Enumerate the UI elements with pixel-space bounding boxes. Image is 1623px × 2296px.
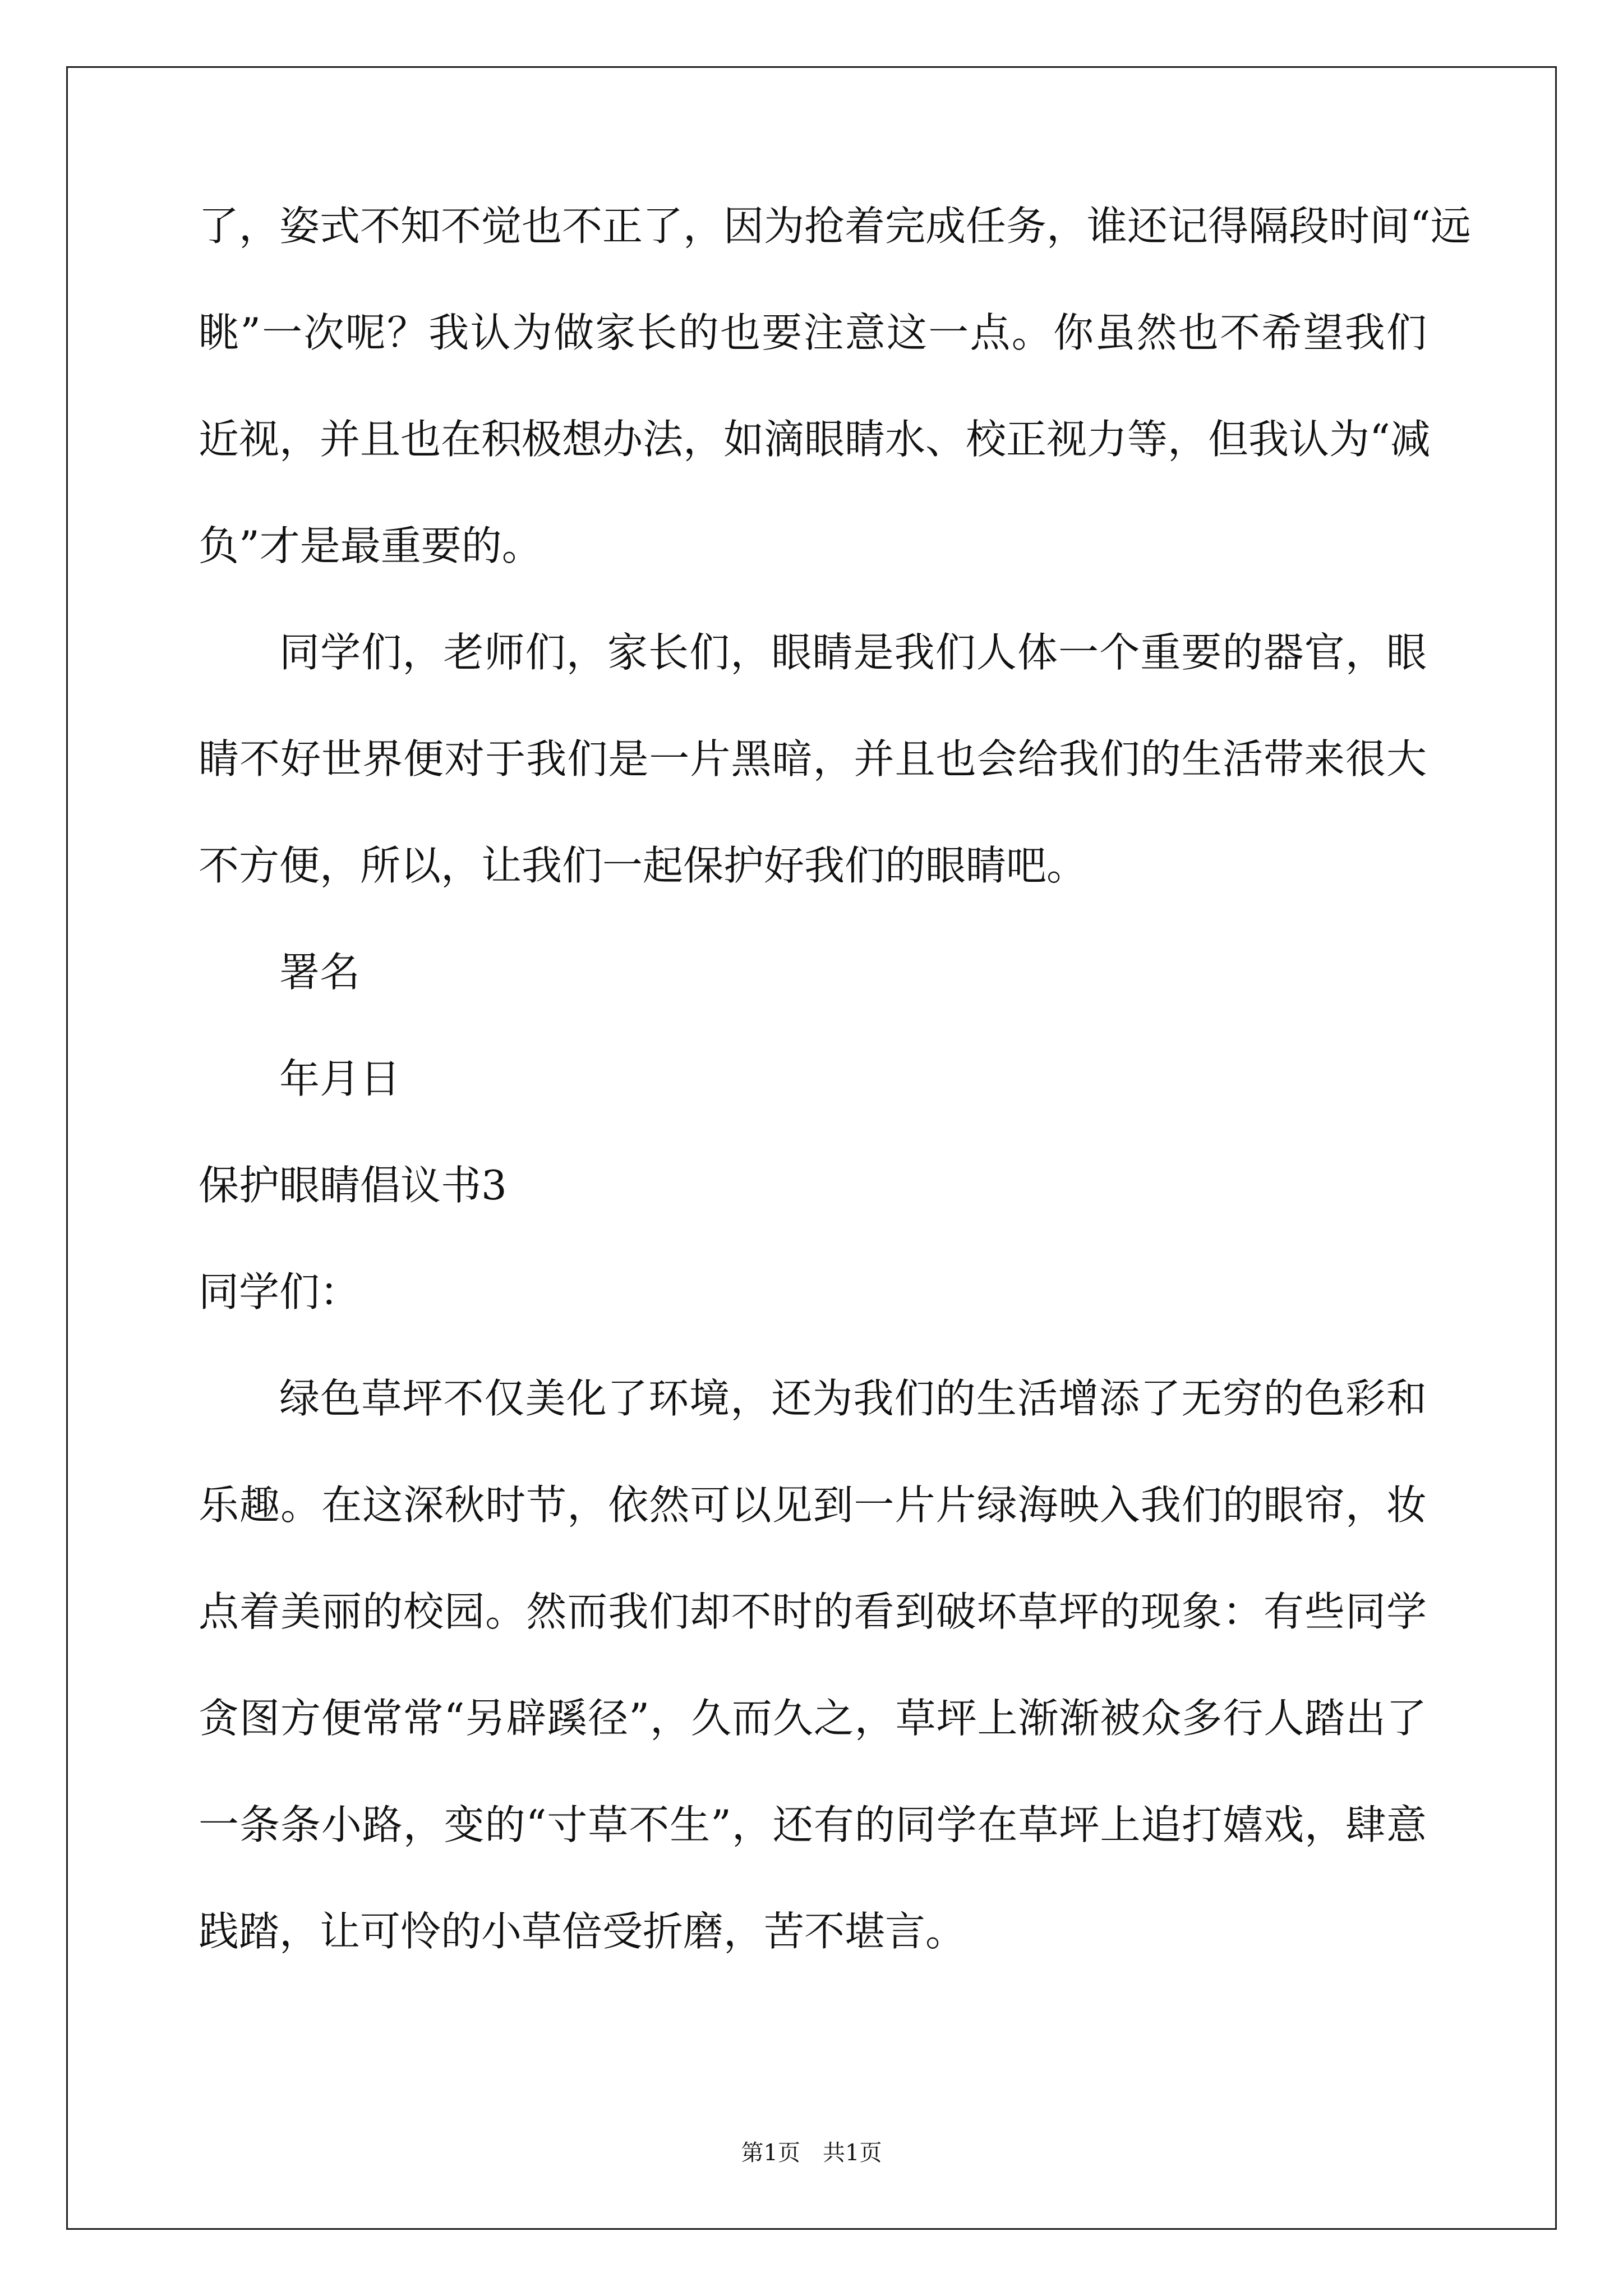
text-line: 近视，并且也在积极想办法，如滴眼睛水、校正视力等，但我认为“减 <box>199 416 1431 463</box>
page-footer: 第1页 共1页 <box>741 2140 882 2166</box>
text-line: 贪图方便常常“另辟蹊径”，久而久之，草坪上渐渐被众多行人踏出了 <box>199 1695 1427 1742</box>
text-line: 了，姿式不知不觉也不正了，因为抢着完成任务，谁还记得隔段时间“远 <box>199 203 1471 250</box>
signature-line: 署名 <box>279 949 361 996</box>
text-line: 一条条小路，变的“寸草不生”，还有的同学在草坪上追打嬉戏，肆意 <box>199 1801 1427 1848</box>
text-line: 负”才是最重要的。 <box>199 522 542 569</box>
text-line: 点着美丽的校园。然而我们却不时的看到破坏草坪的现象：有些同学 <box>199 1588 1427 1635</box>
salutation: 同学们： <box>199 1268 361 1315</box>
text-line: 眺”一次呢？我认为做家长的也要注意这一点。你虽然也不希望我们 <box>199 309 1427 356</box>
text-line: 不方便，所以，让我们一起保护好我们的眼睛吧。 <box>199 842 1087 889</box>
text-line: 践踏，让可怜的小草倍受折磨，苦不堪言。 <box>199 1908 966 1955</box>
section-title: 保护眼睛倡议书3 <box>199 1162 507 1209</box>
text-line: 绿色草坪不仅美化了环境，还为我们的生活增添了无穷的色彩和 <box>279 1375 1427 1422</box>
date-line: 年月日 <box>279 1055 401 1102</box>
text-line: 乐趣。在这深秋时节，依然可以见到一片片绿海映入我们的眼帘，妆 <box>199 1481 1427 1529</box>
text-line: 睛不好世界便对于我们是一片黑暗，并且也会给我们的生活带来很大 <box>199 735 1427 783</box>
text-line: 同学们，老师们，家长们，眼睛是我们人体一个重要的器官，眼 <box>279 629 1427 676</box>
